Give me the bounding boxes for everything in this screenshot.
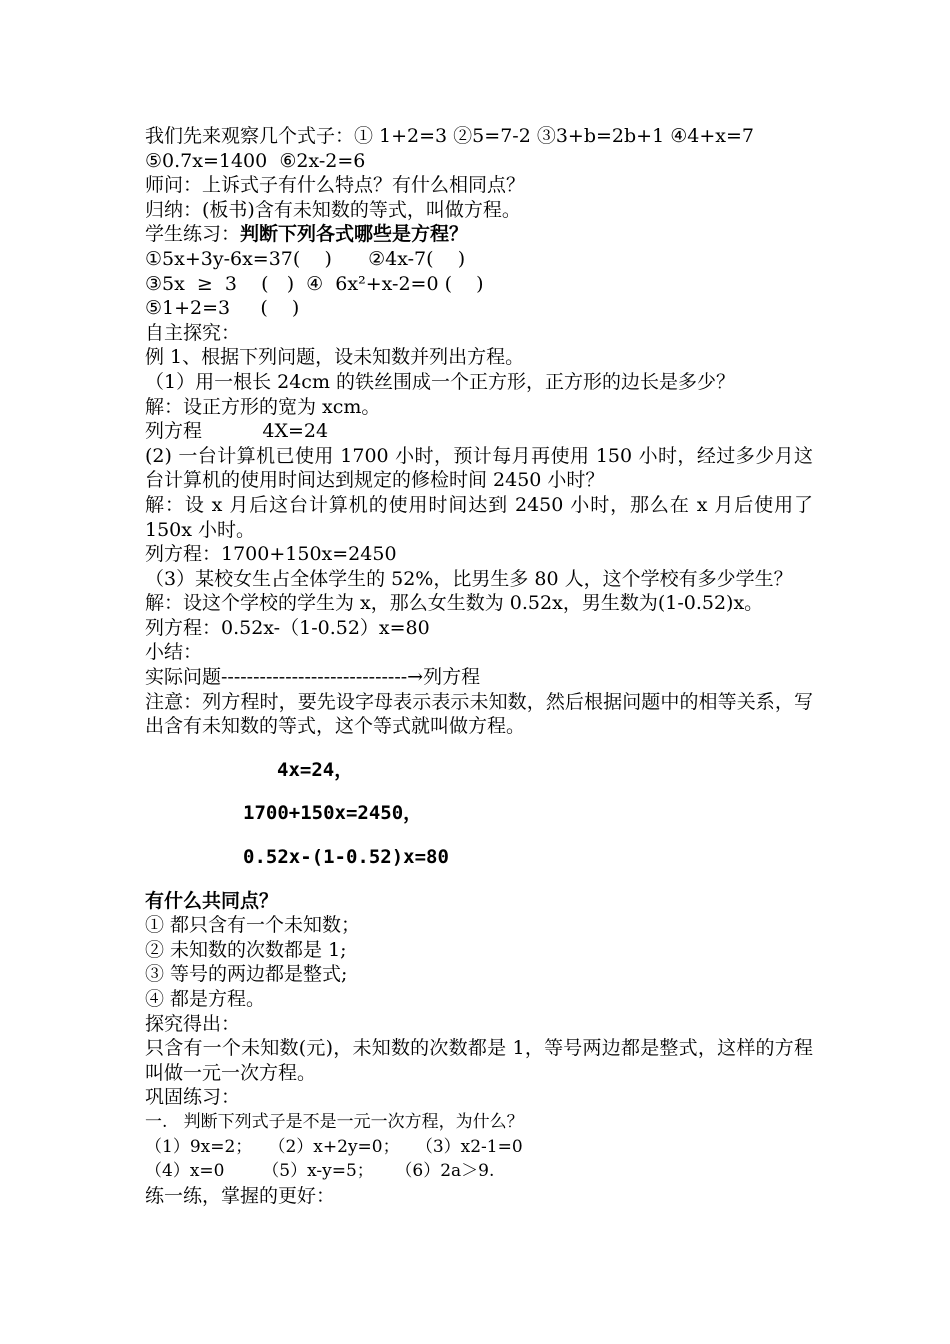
summary-definition: 归纳：(板书)含有未知数的等式，叫做方程。 [145,198,521,221]
equation-2: 列方程：1700+150x=2450 [145,543,397,566]
document-page [145,124,813,1208]
note-paragraph: 注意：列方程时，要先设字母表示表示未知数，然后根据问题中的相等关系，写出含有未知数的等式，这个等式就叫做方程。 [145,690,813,738]
exercise-1-prompt: 一. 判断下列式子是不是一元一次方程，为什么？ [145,1111,524,1132]
equation-3: 列方程：0.52x-（1-0.52）x=80 [145,616,430,639]
solution-3: 解：设这个学校的学生为 x，那么女生数为 0.52x，男生数为(1-0.52)x。 [145,592,764,615]
solution-1: 解：设正方形的宽为 xcm。 [145,395,381,418]
practice-item-3-4: ③5x ≥ 3 ( ) ④ 6x²+x-2=0 ( ) [145,272,484,295]
problem-3: （3）某校女生占全体学生的 52%，比男生多 80 人，这个学校有多少学生？ [145,567,793,590]
consolidation-heading: 巩固练习： [145,1086,241,1109]
common-point-2: ② 未知数的次数都是 1; [145,938,347,961]
equation-1: 列方程 4X=24 [145,420,329,443]
intro-expressions-line-2: ⑤0.7x=1400 ⑥2x-2=6 [145,149,366,172]
self-exploration-heading: 自主探究： [145,321,241,344]
formula-2: 1700+150x=2450， [243,802,423,825]
student-practice-label: 学生练习： [145,223,241,246]
problem-2: (2) 一台计算机已使用 1700 小时，预计每月再使用 150 小时，经过多少月这台计算机的使用时间达到规定的修检时间 2450 小时？ [145,444,813,492]
teacher-question: 师问：上诉式子有什么特点？有什么相同点？ [145,174,526,197]
student-practice-heading [145,222,813,247]
student-practice-task: 判断下列各式哪些是方程？ [240,223,469,246]
brief-summary-heading: 小结： [145,641,203,664]
formula-1: 4x=24， [277,758,354,781]
practice-item-5: ⑤1+2=3 ( ) [145,297,300,320]
solution-2: 解：设 x 月后这台计算机的使用时间达到 2450 小时，那么在 x 月后使用了 150x 小时。 [145,493,813,541]
flow-arrow-line: 实际问题-----------------------------→列方程 [145,666,481,689]
example-1-heading: 例 1、根据下列问题，设未知数并列出方程。 [145,346,525,369]
linear-equation-definition: 只含有一个未知数(元)，未知数的次数都是 1，等号两边都是整式，这样的方程叫做一元一次方程。 [145,1037,813,1084]
exercise-row-1: （1）9x=2； （2）x+2y=0； （3）x2-1=0 [145,1136,523,1157]
common-point-1: ① 都只含有一个未知数； [145,914,361,937]
problem-1: （1）用一根长 24cm 的铁丝围成一个正方形，正方形的边长是多少？ [145,370,736,393]
intro-expressions-line: 我们先来观察几个式子：① 1+2=3 ②5=7-2 ③3+b=2b+1 ④4+x=7 [145,125,754,147]
common-point-3: ③ 等号的两边都是整式; [145,963,348,986]
conclusion-heading: 探究得出： [145,1012,241,1035]
practice-more-heading: 练一练，掌握的更好： [145,1184,336,1207]
exercise-row-2: （4）x=0 （5）x-y=5； （6）2a＞9. [145,1161,495,1182]
common-point-4: ④ 都是方程。 [145,988,266,1010]
common-points-heading: 有什么共同点？ [145,889,279,912]
practice-item-1-2: ①5x+3y-6x=37( ) ②4x-7( ) [145,247,466,270]
formula-3: 0.52x-(1-0.52)x=80 [243,846,449,869]
